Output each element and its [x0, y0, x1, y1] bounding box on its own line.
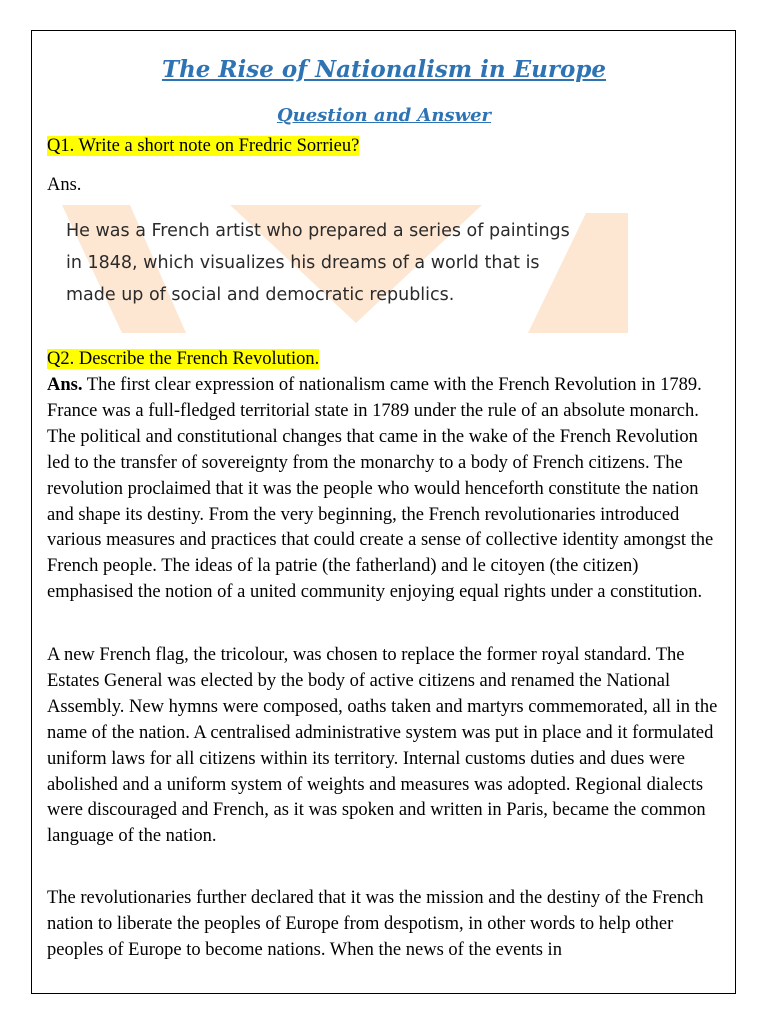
answer-1-line: He was a French artist who prepared a series of paintings [66, 221, 570, 241]
document-subtitle: Question and Answer [276, 105, 492, 126]
document-title: The Rise of Nationalism in Europe [161, 56, 607, 83]
question-2 [47, 347, 319, 371]
answer-2-paragraph-1 [47, 373, 719, 606]
answer-1-image [62, 205, 628, 333]
answer-1-line: in 1848, which visualizes his dreams of a world that is [66, 253, 540, 273]
answer-1-line: made up of social and democratic republics. [66, 285, 455, 305]
answer-2-paragraph-3-text: The revolutionaries further declared that it was the mission and the destiny of the French nation to liberate the peoples of Europe from despotism, in other words to help other peoples of Europe to become nations. When the news of the events in [47, 888, 704, 960]
answer-2-paragraph-2-text: A new French flag, the tricolour, was chosen to replace the former royal standard. The Estates General was elected by the body of active citizens and renamed the National Assembly. New hymns were composed, oaths taken and martyrs commemorated, all in the name of the nation. A centralised administrative system was put in place and it formulated uniform laws for all citizens within its territory. Internal customs duties and dues were abolished and a uniform system of weights and measures was adopted. Regional dialects were discouraged and French, as it was spoken and written in Paris, became the common language of the nation. [47, 645, 718, 847]
answer-2-paragraph-2 [47, 643, 719, 850]
question-2-text: Q2. Describe the French Revolution. [47, 349, 320, 369]
answer-1-image-text [66, 215, 626, 311]
question-1-text: Q1. Write a short note on Fredric Sorrieu? [47, 136, 360, 156]
answer-1-label: Ans. [47, 175, 82, 195]
question-1 [47, 134, 359, 158]
answer-2-label: Ans. [47, 375, 83, 395]
answer-2-paragraph-3 [47, 886, 719, 964]
answer-2-paragraph-1-text: The first clear expression of nationalism came with the French Revolution in 1789. France was a full-fledged territorial state in 1789 under the rule of an absolute monarch. The political and constitutional changes that came in the wake of the French Revolution led to the transfer of sovereignty from the monarchy to a body of French citizens. The revolution proclaimed that it was the people who would henceforth constitute the nation and shape its destiny. From the very beginning, the French revolutionaries introduced various measures and practices that could create a sense of collective identity amongst the French people. The ideas of la patrie (the fatherland) and le citoyen (the citizen) emphasised the notion of a united community enjoying equal rights under a constitution. [47, 375, 714, 603]
